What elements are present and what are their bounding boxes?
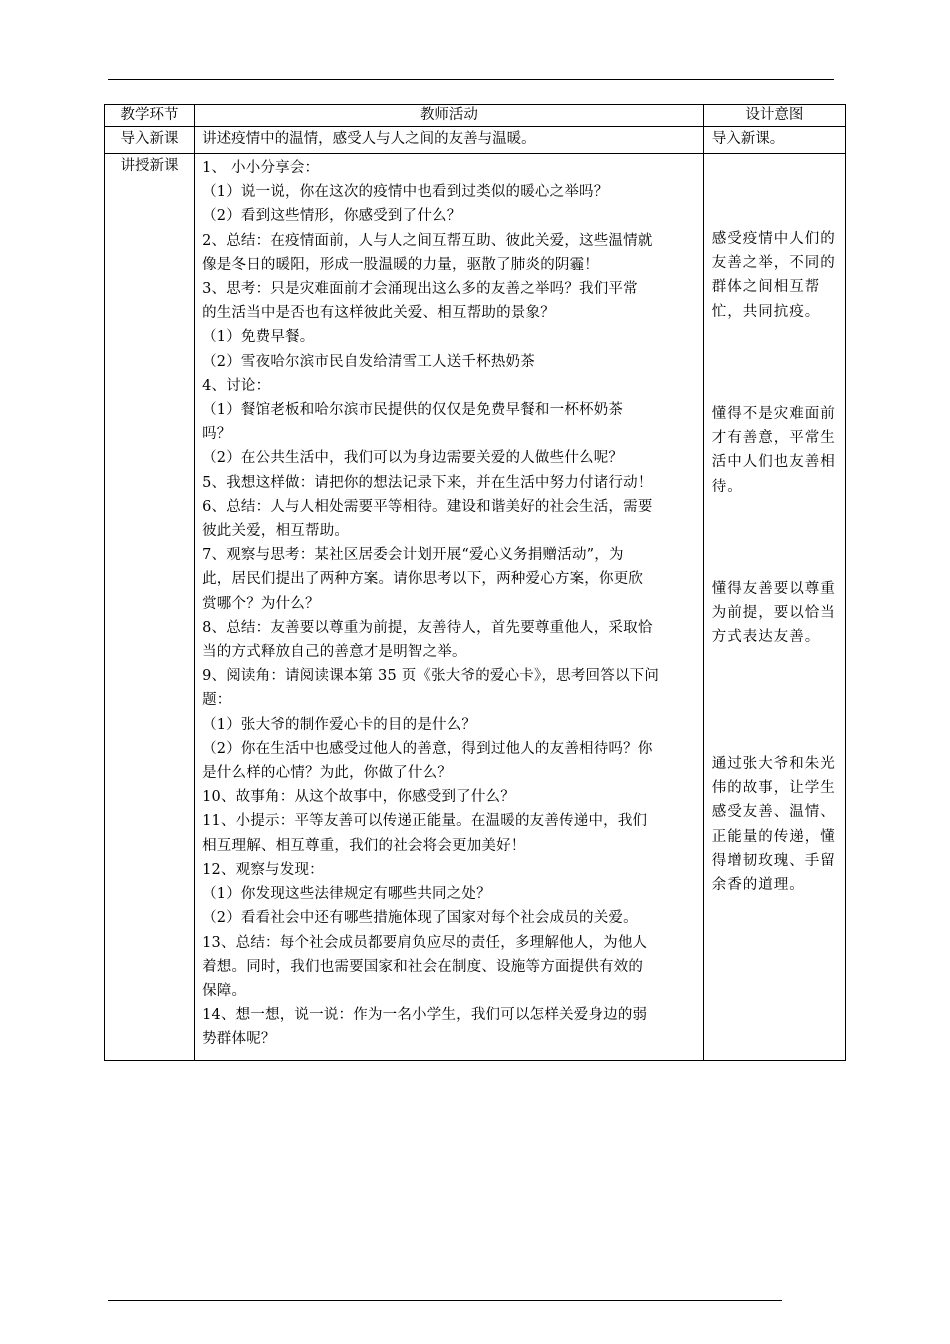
activity-line: 着想。同时，我们也需要国家和社会在制度、设施等方面提供有效的 bbox=[202, 958, 644, 975]
purpose-note: 感受疫情中人们的友善之举，不同的群体之间相互帮忙，共同抗疫。 bbox=[711, 231, 836, 320]
footer-rule bbox=[108, 1300, 782, 1301]
activity-line: 2、总结：在疫情面前，人与人之间互帮互助、彼此关爱，这些温情就 bbox=[202, 232, 653, 249]
activity-line: 像是冬日的暖阳，形成一股温暖的力量，驱散了肺炎的阴霾！ bbox=[202, 256, 600, 273]
activity-line: 14、想一想，说一说：作为一名小学生，我们可以怎样关爱身边的弱 bbox=[202, 1007, 648, 1024]
header-purpose: 设计意图 bbox=[703, 105, 845, 127]
activity-line: （1）餐馆老板和哈尔滨市民提供的仅仅是免费早餐和一杯杯奶茶 bbox=[202, 402, 624, 419]
activity-line: 题： bbox=[202, 692, 232, 709]
table-row-intro bbox=[105, 127, 846, 154]
table-header-row bbox=[105, 105, 846, 127]
activity-line: 的生活当中是否也有这样彼此关爱、相互帮助的景象？ bbox=[202, 305, 555, 322]
activity-line: （2）看看社会中还有哪些措施体现了国家对每个社会成员的关爱。 bbox=[202, 910, 638, 927]
purpose-note: 懂得不是灾难面前才有善意，平常生活中人们也友善相待。 bbox=[711, 406, 836, 495]
activity-line: 12、观察与发现： bbox=[202, 861, 324, 878]
activity-line: 11、小提示：平等友善可以传递正能量。在温暖的友善传递中，我们 bbox=[202, 813, 648, 830]
activity-line: 赏哪个？为什么？ bbox=[202, 595, 320, 612]
header-rule bbox=[108, 79, 834, 80]
activity-line: 10、故事角：从这个故事中，你感受到了什么？ bbox=[202, 789, 515, 806]
purpose-note: 通过张大爷和朱光伟的故事，让学生感受友善、温情、正能量的传递，懂得增韧玫瑰、手留余香的道理。 bbox=[711, 756, 836, 894]
lesson-plan-table bbox=[104, 104, 846, 1061]
activity-line: 势群体呢？ bbox=[202, 1031, 276, 1048]
header-activity: 教师活动 bbox=[195, 105, 704, 127]
table-row-lecture bbox=[105, 154, 846, 1061]
activity-line: 6、总结：人与人相处需要平等相待。建设和谐美好的社会生活，需要 bbox=[202, 498, 653, 515]
purpose-lecture bbox=[703, 154, 845, 1061]
activity-line: 此，居民们提出了两种方案。请你思考以下，两种爱心方案，你更欣 bbox=[202, 571, 644, 588]
activity-line: 8、总结：友善要以尊重为前提，友善待人，首先要尊重他人，采取恰 bbox=[202, 619, 653, 636]
activity-line: 相互理解、相互尊重，我们的社会将会更加美好！ bbox=[202, 837, 526, 854]
purpose-note: 懂得友善要以尊重为前提，要以恰当方式表达友善。 bbox=[711, 581, 836, 646]
activity-lecture bbox=[195, 154, 704, 1061]
activity-line: （2）在公共生活中，我们可以为身边需要关爱的人做些什么呢？ bbox=[202, 450, 624, 467]
activity-line: （2）你在生活中也感受过他人的善意，得到过他人的友善相待吗？你 bbox=[202, 740, 653, 757]
activity-line: （2）看到这些情形，你感受到了什么？ bbox=[202, 208, 462, 225]
activity-line: 是什么样的心情？为此，你做了什么？ bbox=[202, 765, 453, 782]
stage-lecture: 讲授新课 bbox=[105, 154, 195, 1061]
purpose-intro: 导入新课。 bbox=[703, 127, 845, 154]
activity-line: 4、讨论： bbox=[202, 377, 271, 394]
activity-line: 9、阅读角：请阅读课本第 35 页《张大爷的爱心卡》，思考回答以下问 bbox=[202, 668, 660, 685]
activity-line: 3、思考：只是灾难面前才会涌现出这么多的友善之举吗？我们平常 bbox=[202, 281, 638, 298]
activity-intro: 讲述疫情中的温情，感受人与人之间的友善与温暖。 bbox=[195, 127, 704, 154]
activity-line: 保障。 bbox=[202, 982, 247, 999]
activity-line: （1）张大爷的制作爱心卡的目的是什么？ bbox=[202, 716, 477, 733]
activity-line: 5、我想这样做：请把你的想法记录下来，并在生活中努力付诸行动！ bbox=[202, 474, 653, 491]
activity-line: 7、观察与思考：某社区居委会计划开展“爱心义务捐赠活动”，为 bbox=[202, 547, 624, 564]
activity-line: 13、总结：每个社会成员都要肩负应尽的责任，多理解他人，为他人 bbox=[202, 934, 648, 951]
activity-line: 彼此关爱，相互帮助。 bbox=[202, 523, 350, 540]
activity-line: （1）免费早餐。 bbox=[202, 329, 315, 346]
header-stage: 教学环节 bbox=[105, 105, 195, 127]
stage-intro: 导入新课 bbox=[105, 127, 195, 154]
activity-line: （2）雪夜哈尔滨市民自发给清雪工人送千杯热奶茶 bbox=[202, 353, 535, 370]
activity-line: 1、 小小分享会： bbox=[202, 160, 320, 176]
activity-line: 当的方式释放自己的善意才是明智之举。 bbox=[202, 644, 467, 661]
activity-line: （1）你发现这些法律规定有哪些共同之处？ bbox=[202, 886, 491, 903]
activity-line: （1）说一说，你在这次的疫情中也看到过类似的暖心之举吗？ bbox=[202, 184, 609, 201]
activity-line: 吗？ bbox=[202, 426, 232, 443]
